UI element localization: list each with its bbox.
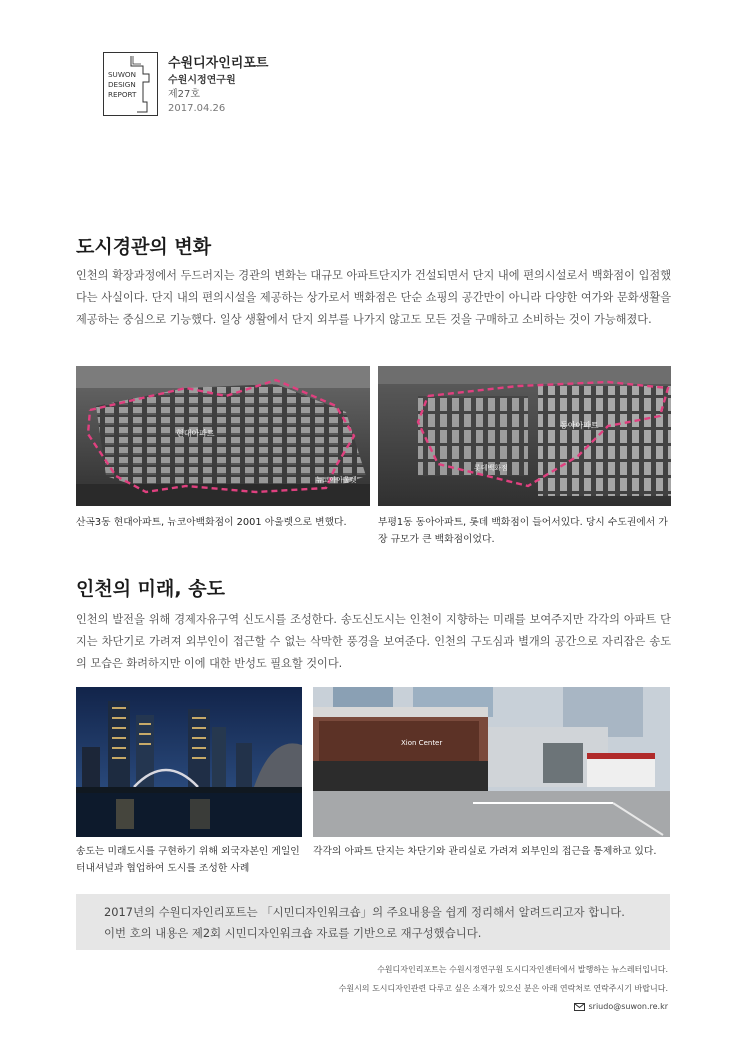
- logo-line-2: DESIGN: [108, 80, 136, 89]
- footer-line-1: 수원디자인리포트는 수원시정연구원 도시디자인센터에서 발행하는 뉴스레터입니다.: [377, 965, 668, 974]
- caption-gate: 각각의 아파트 단지는 차단기와 관리실로 가려져 외부인의 접근을 통제하고 있다.: [313, 846, 657, 857]
- section2-body: 인천의 발전을 위해 경제자유구역 신도시를 조성한다. 송도신도시는 인천이 지향하는 미래를 보여주지만 각각의 아파트 단지는 차단기로 가려져 외부인이 접근할 수 없는 삭막한 풍경을 보여준다. 인천의 구도심과 별개의 공간으로 자리잡은 송도의 모습은 화려하지만 이에 대한 반성도 필요할 것이다.: [76, 613, 671, 670]
- section1-heading: 도시경관의 변화: [76, 236, 212, 258]
- songdo-night-photo: [76, 687, 302, 837]
- caption-sangok: 산곡3동 현대아파트, 뉴코아백화점이 2001 아울렛으로 변했다.: [76, 517, 347, 528]
- building-sign: Xion Center: [401, 739, 443, 747]
- section2-heading: 인천의 미래, 송도: [76, 578, 225, 600]
- notice-box: [76, 894, 670, 950]
- footer-contact: [574, 1002, 668, 1011]
- contact-email[interactable]: sriudo@suwon.re.kr: [588, 1002, 668, 1011]
- issue-date: 2017.04.26: [168, 103, 226, 114]
- organization-name: 수원시정연구원: [168, 75, 236, 86]
- photo-label-lotte: 롯데백화점: [474, 464, 508, 472]
- aerial-photo-bupyeong: [378, 366, 671, 506]
- section1-body: 인천의 확장과정에서 두드러지는 경관의 변화는 대규모 아파트단지가 건설되면서 단지 내에 편의시설로서 백화점이 입점했다는 사실이다. 단지 내의 편의시설을 제공하는 상가로서 백화점은 단순 쇼핑의 공간만이 아니라 다양한 여가와 문화생활을 제공하는 중심으로 기능했다. 일상 생활에서 단지 외부를 나가지 않고도 모든 것을 구매하고 소비하는 것이 가능해졌다.: [76, 269, 671, 326]
- issue-number: 제27호: [168, 89, 201, 100]
- footer-line-2: 수원시의 도시디자인관련 다루고 싶은 소재가 있으신 분은 아래 연락처로 연락주시기 바랍니다.: [338, 984, 668, 993]
- logo-line-3: REPORT: [108, 90, 137, 99]
- notice-line-2: 이번 호의 내용은 제2회 시민디자인워크숍 자료를 기반으로 재구성했습니다.: [104, 926, 482, 940]
- photo-label-newcore: 뉴코아아울렛: [316, 476, 357, 484]
- brand-block: [168, 56, 268, 116]
- caption-songdo: 송도는 미래도시를 구현하기 위해 외국자본인 게일인터내셔널과 협업하여 도시를 조성한 사례: [76, 846, 300, 874]
- logo-line-1: SUWON: [108, 70, 136, 79]
- aerial-photo-sangok: [76, 366, 370, 506]
- photo-label-donga: 동아아파트: [560, 421, 599, 430]
- envelope-icon: [574, 1003, 585, 1011]
- photo-label-hyundai: 현대아파트: [176, 429, 215, 438]
- suwon-design-report-logo: [103, 52, 158, 116]
- notice-line-1: 2017년의 수원디자인리포트는 「시민디자인워크숍」의 주요내용을 쉽게 정리해서 알려드리고자 합니다.: [104, 905, 625, 919]
- caption-bupyeong: 부평1동 동아아파트, 롯데 백화점이 들어서있다. 당시 수도권에서 가장 규모가 큰 백화점이었다.: [378, 517, 668, 545]
- report-title: 수원디자인리포트: [168, 56, 269, 71]
- apartment-gate-photo: [313, 687, 670, 837]
